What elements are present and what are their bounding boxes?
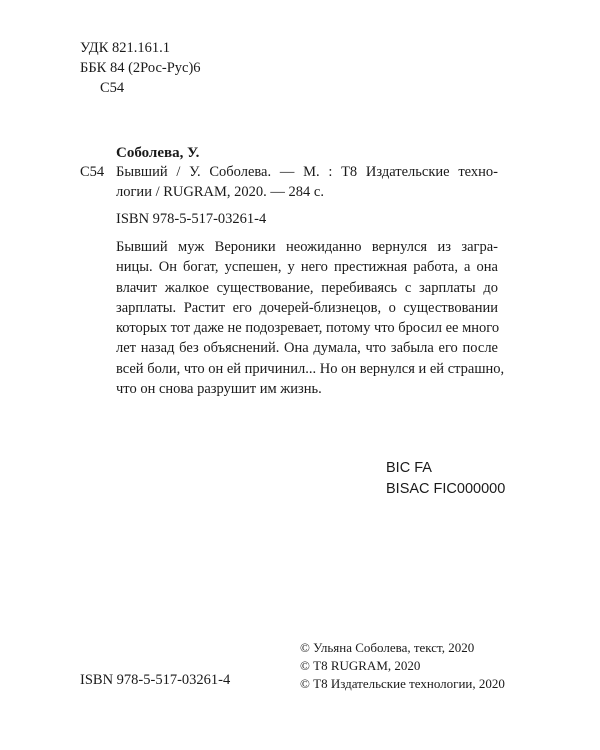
isbn-record: ISBN 978-5-517-03261-4 — [116, 211, 267, 227]
isbn-footer: ISBN 978-5-517-03261-4 — [80, 672, 231, 688]
description-line: логии / RUGRAM, 2020. — 284 с. — [116, 184, 324, 200]
copyright-line: © Т8 Издательские технологии, 2020 — [300, 676, 505, 691]
annotation-paragraph — [116, 237, 505, 399]
author-mark-left: С54 — [80, 164, 105, 180]
annotation-line: которых тот даже не подозревает, потому что бросил ее много — [116, 320, 500, 337]
annotation-line: что он снова разрушит им жизнь. — [116, 381, 322, 398]
bibliographic-description — [116, 162, 498, 202]
annotation-line: Бывший муж Вероники неожиданно вернулся из загра- — [116, 239, 498, 255]
copyright-line: © Т8 RUGRAM, 2020 — [300, 658, 421, 673]
description-line: Бывший / У. Соболева. — М. : Т8 Издательские техно- — [116, 164, 498, 180]
bic-code: BIC FA — [386, 460, 432, 476]
annotation-line: всей боли, что он ей причинил... Но он вернулся и ей страшно, — [116, 360, 505, 377]
annotation-line: зарплаты. Растит его дочерей-близнецов, о существовании — [116, 299, 498, 316]
udk-code: УДК 821.161.1 — [80, 40, 170, 56]
annotation-line: лет назад без объяснений. Она думала, что забыла его после — [116, 340, 498, 357]
copyright-line: © Ульяна Соболева, текст, 2020 — [300, 640, 475, 655]
annotation-line: ницы. Он богат, успешен, у него престижная работа, а она — [116, 259, 498, 276]
author-mark-top: С54 — [100, 80, 125, 96]
author-heading: Соболева, У. — [116, 145, 200, 161]
annotation-line: влачит жалкое существование, перебиваясь с зарплаты до — [116, 279, 498, 296]
bbk-code: ББК 84 (2Рос-Рус)6 — [80, 60, 201, 76]
bisac-code: BISAC FIC000000 — [386, 481, 506, 497]
